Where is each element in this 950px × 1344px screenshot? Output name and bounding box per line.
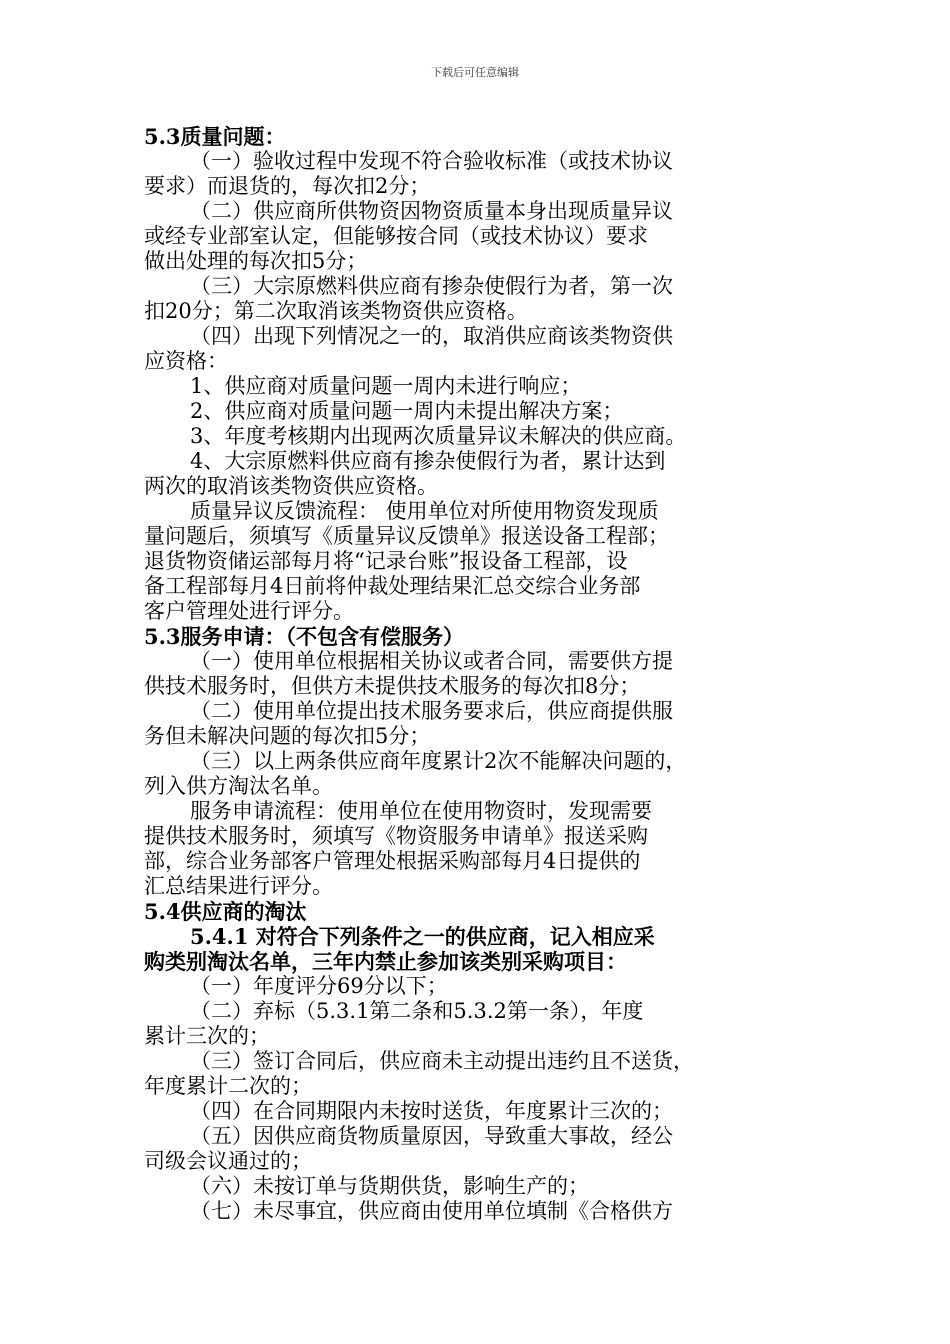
section-heading-line: 5.4.1 对符合下列条件之一的供应商，记入相应采 — [190, 924, 655, 949]
paragraph-line: 两次的取消该类物资供应资格。 — [144, 474, 438, 498]
paragraph-line: 量问题后，须填写《质量异议反馈单》报送设备工程部； — [144, 524, 669, 548]
paragraph-line: 3、年度考核期内出现两次质量异议未解决的供应商。 — [190, 424, 687, 448]
page-header: 下载后可任意编辑 — [431, 66, 519, 79]
paragraph-line: 应资格： — [144, 349, 228, 373]
paragraph-line: 列入供方淘汰名单。 — [144, 774, 333, 798]
paragraph-line: 或经专业部室认定，但能够按合同（或技术协议）要求 — [144, 224, 648, 248]
paragraph-line: 备工程部每月4日前将仲裁处理结果汇总交综合业务部 — [144, 574, 641, 598]
paragraph-line: 部，综合业务部客户管理处根据采购部每月4日提供的 — [144, 849, 641, 873]
paragraph-line: （七）未尽事宜，供应商由使用单位填制《合格供方 — [190, 1199, 673, 1223]
paragraph-line: 累计三次的； — [144, 1024, 270, 1048]
paragraph-line: （二）供应商所供物资因物资质量本身出现质量异议 — [190, 199, 673, 223]
paragraph-line: 服务申请流程：使用单位在使用物资时，发现需要 — [190, 799, 652, 823]
paragraph-line: 供技术服务时，但供方未提供技术服务的每次扣8分； — [144, 674, 641, 698]
paragraph-line: 4、大宗原燃料供应商有掺杂使假行为者，累计达到 — [190, 449, 666, 473]
paragraph-line: （一）使用单位根据相关协议或者合同，需要供方提 — [190, 649, 673, 673]
paragraph-line: 扣20分；第二次取消该类物资供应资格。 — [144, 299, 528, 323]
paragraph-line: 要求）而退货的，每次扣2分； — [144, 174, 431, 198]
section-heading-line: 购类别淘汰名单，三年内禁止参加该类别采购项目： — [144, 949, 627, 974]
paragraph-line: （一）验收过程中发现不符合验收标准（或技术协议 — [190, 149, 673, 173]
paragraph-line: （五）因供应商货物质量原因，导致重大事故，经公 — [190, 1124, 673, 1148]
paragraph-line: 年度累计二次的； — [144, 1074, 312, 1098]
paragraph-line: 客户管理处进行评分。 — [144, 599, 354, 623]
paragraph-line: （四）在合同期限内未按时送货，年度累计三次的； — [190, 1099, 673, 1123]
paragraph-line: 汇总结果进行评分。 — [144, 874, 333, 898]
paragraph-line: （六）未按订单与货期供货，影响生产的； — [190, 1174, 589, 1198]
paragraph-line: （四）出现下列情况之一的，取消供应商该类物资供 — [190, 324, 673, 348]
paragraph-line: 退货物资储运部每月将“记录台账”报设备工程部，设 — [144, 549, 628, 573]
paragraph-line: （二）弃标（5.3.1第二条和5.3.2第一条），年度 — [190, 999, 644, 1023]
paragraph-line: 务但未解决问题的每次扣5分； — [144, 724, 431, 748]
section-heading-line: 5.3质量问题： — [144, 124, 286, 149]
paragraph-line: （一）年度评分69分以下； — [190, 974, 448, 998]
paragraph-line: 做出处理的每次扣5分； — [144, 249, 368, 273]
paragraph-line: 司级会议通过的； — [144, 1149, 312, 1173]
document-body — [144, 124, 744, 1224]
paragraph-line: （三）大宗原燃料供应商有掺杂使假行为者，第一次 — [190, 274, 673, 298]
paragraph-line: 2、供应商对质量问题一周内未提出解决方案； — [190, 399, 624, 423]
paragraph-line: 质量异议反馈流程： 使用单位对所使用物资发现质 — [190, 499, 659, 523]
paragraph-line: （三）以上两条供应商年度累计2次不能解决问题的， — [190, 749, 687, 773]
paragraph-line: （三）签订合同后，供应商未主动提出违约且不送货， — [190, 1049, 694, 1073]
paragraph-line: （二）使用单位提出技术服务要求后，供应商提供服 — [190, 699, 673, 723]
paragraph-line: 提供技术服务时，须填写《物资服务申请单》报送采购 — [144, 824, 648, 848]
section-heading-line: 5.3服务申请：（不包含有偿服务） — [144, 624, 465, 649]
section-heading-line: 5.4供应商的淘汰 — [144, 899, 307, 924]
paragraph-line: 1、供应商对质量问题一周内未进行响应； — [190, 374, 582, 398]
